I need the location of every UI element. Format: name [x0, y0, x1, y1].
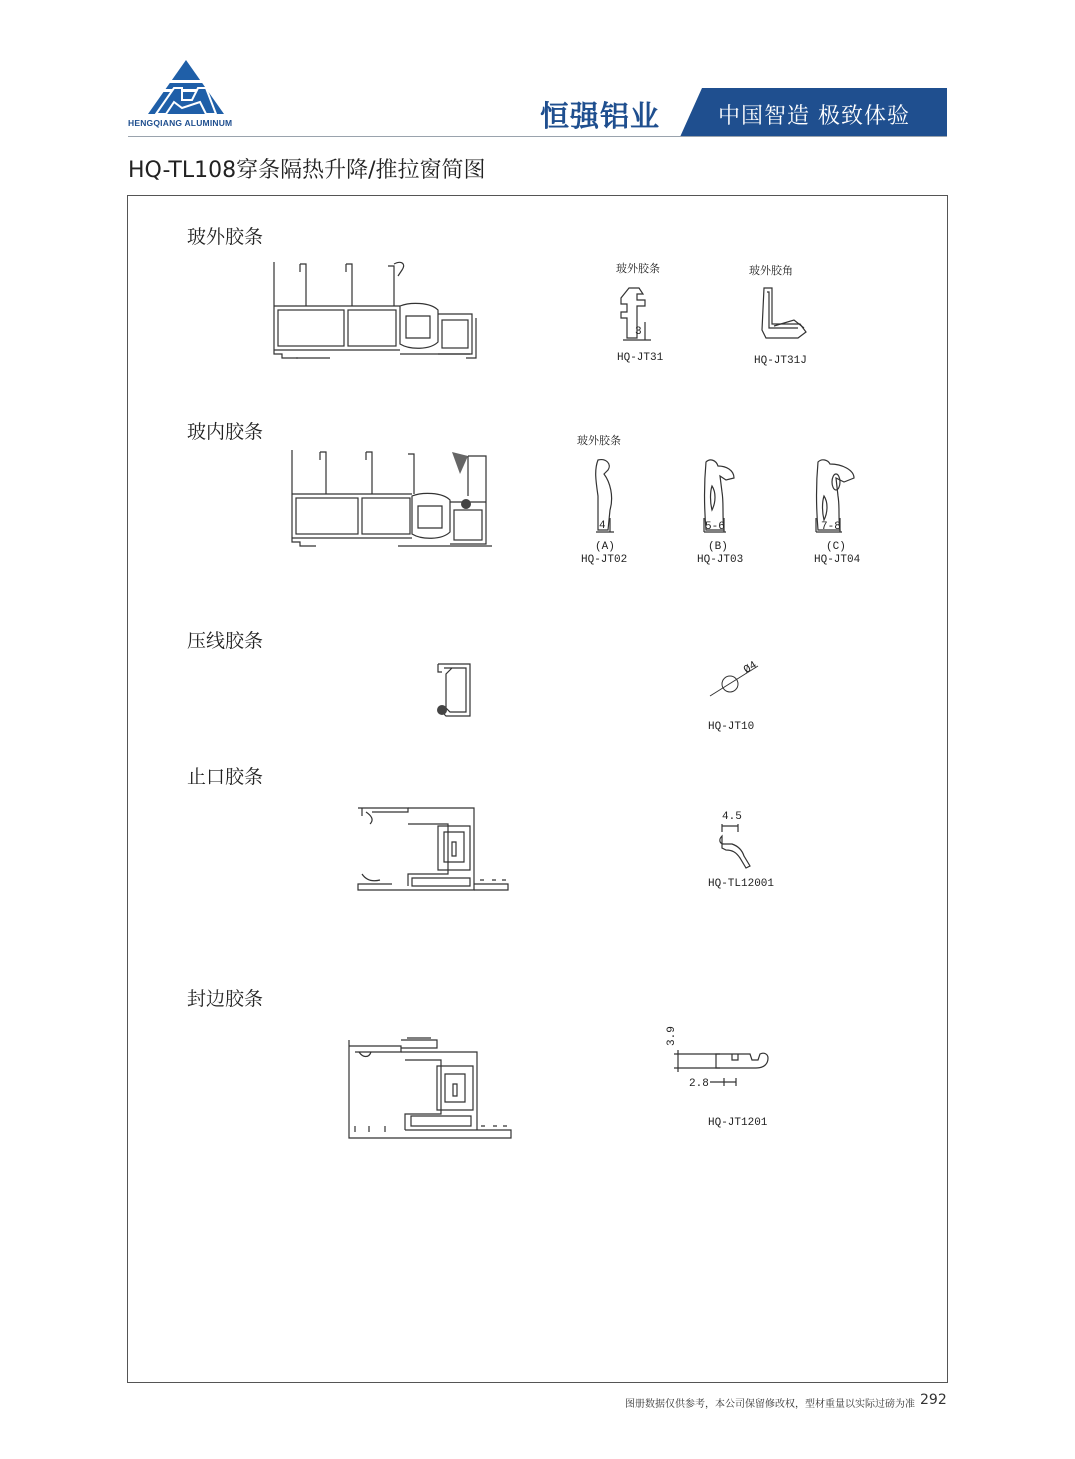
- section-title-outer-glass-strip: 玻外胶条: [187, 226, 264, 248]
- logo-text: HENGQIANG ALUMINUM: [128, 118, 233, 128]
- variant-a: (A): [595, 541, 615, 553]
- section-title-bead-strip: 压线胶条: [187, 630, 264, 652]
- hq-logo-icon: [146, 58, 226, 116]
- profile-drawing-lip: [352, 800, 512, 896]
- variant-c: (C): [826, 541, 846, 553]
- code-hq-jt10: HQ-JT10: [708, 721, 755, 733]
- section-title-edge-strip: 封边胶条: [187, 988, 264, 1010]
- profile-drawing-outer-strip: [270, 258, 480, 362]
- slogan-banner: [680, 88, 947, 137]
- code-hq-jt02: HQ-JT02: [581, 554, 628, 566]
- dim-jt1201-height: 3.9: [666, 1026, 678, 1046]
- dim-jt31: 3: [635, 326, 642, 338]
- dim-tl12001: 4.5: [722, 811, 742, 823]
- page-title: HQ-TL108穿条隔热升降/推拉窗简图: [128, 158, 486, 183]
- code-hq-jt04: HQ-JT04: [814, 554, 861, 566]
- dim-jt02: 4: [599, 520, 606, 532]
- code-hq-jt31: HQ-JT31: [617, 352, 664, 364]
- page-number: 292: [920, 1392, 947, 1408]
- variant-b: (B): [708, 541, 728, 553]
- code-hq-jt1201: HQ-JT1201: [708, 1117, 768, 1129]
- profile-drawing-bead: [432, 660, 476, 720]
- profile-drawing-inner-strip: [288, 446, 498, 550]
- strip-hq-jt02-drawing: [592, 456, 622, 534]
- dim-jt1201-width: 2.8: [689, 1078, 709, 1090]
- corner-hq-jt31j-drawing: [758, 284, 810, 340]
- section-title-lip-strip: 止口胶条: [187, 766, 264, 788]
- code-hq-jt31j: HQ-JT31J: [754, 355, 807, 367]
- cord-hq-jt10-drawing: [706, 658, 768, 698]
- strip-hq-tl12001-drawing: [714, 822, 754, 870]
- dim-jt04: 7-8: [821, 521, 841, 533]
- label-outer-strip: 玻外胶条: [616, 262, 660, 275]
- label-inner-strip: 玻外胶条: [577, 434, 621, 447]
- code-hq-tl12001: HQ-TL12001: [708, 878, 775, 890]
- profile-drawing-edge: [345, 1034, 515, 1140]
- company-logo: [128, 58, 258, 130]
- brand-name: 恒强铝业: [540, 99, 661, 133]
- slogan-text: 中国智造 极致体验: [718, 104, 910, 129]
- dim-jt10: Ø4: [741, 659, 760, 677]
- footer-disclaimer: 图册数据仅供参考，本公司保留修改权，型材重量以实际过磅为准: [625, 1399, 915, 1410]
- section-title-inner-glass-strip: 玻内胶条: [187, 421, 264, 443]
- strip-hq-jt1201-drawing: [672, 1038, 776, 1092]
- dim-jt03: 5-6: [705, 521, 725, 533]
- code-hq-jt03: HQ-JT03: [697, 554, 744, 566]
- label-outer-corner: 玻外胶角: [749, 264, 793, 277]
- content-frame: [127, 195, 948, 1383]
- header-divider: [128, 136, 947, 137]
